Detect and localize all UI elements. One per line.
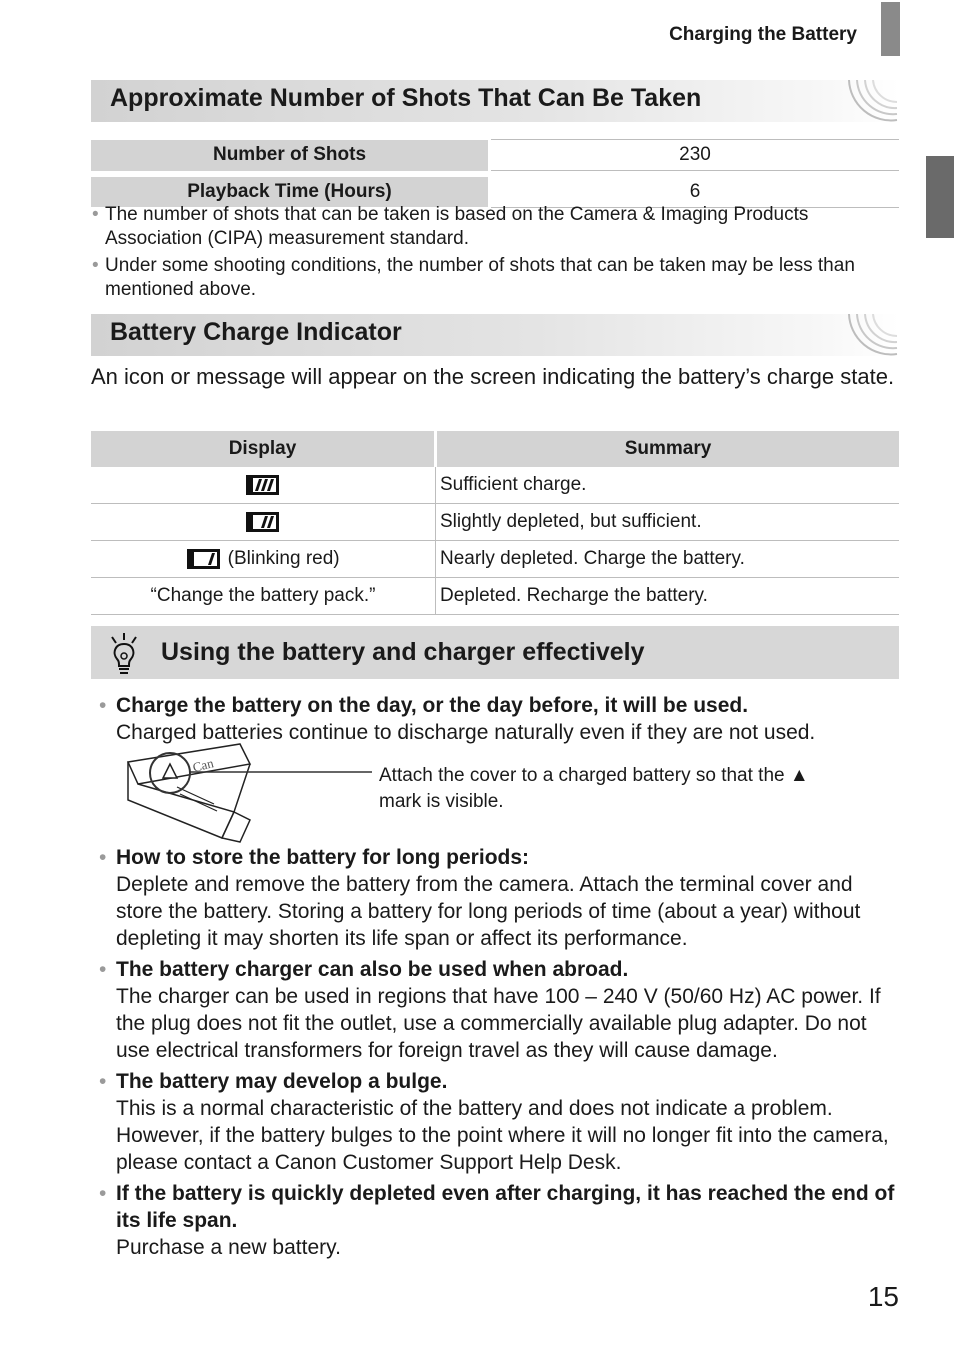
svg-text:Can: Can	[191, 755, 216, 775]
tip-item: • Charge the battery on the day, or the day before, it will be used. Charged batteries continue to discharge naturally even if they are not used.	[99, 692, 899, 746]
lightbulb-icon	[107, 631, 141, 677]
tip-heading: Charge the battery on the day, or the day before, it will be used.	[116, 694, 749, 717]
tip-heading: The battery may develop a bulge.	[116, 1070, 448, 1093]
tip-heading: How to store the battery for long periods:	[116, 846, 530, 869]
tip-item: • The battery may develop a bulge. This is a normal characteristic of the battery and does not indicate a problem. However, if the battery bulges to the point where it will no longer fit into the camera, please contact a Canon Customer Support Help Desk.	[99, 1068, 899, 1176]
column-header: Display	[91, 431, 436, 467]
decorative-arcs-icon	[839, 314, 899, 356]
summary-cell: Nearly depleted. Charge the battery.	[436, 541, 900, 578]
tips-heading	[91, 626, 899, 679]
row-label: Number of Shots	[91, 140, 488, 171]
tips-title: Using the battery and charger effectively	[161, 638, 645, 666]
display-text: (Blinking red)	[227, 548, 340, 569]
section-title: Approximate Number of Shots That Can Be Taken	[110, 84, 702, 112]
shots-table	[91, 139, 899, 208]
note-item: • The number of shots that can be taken is based on the Camera & Imaging Products Association (CIPA) measurement standard.	[92, 204, 809, 249]
display-cell	[91, 504, 436, 541]
tip-body: Deplete and remove the battery from the camera. Attach the terminal cover and store the battery. Storing a battery for long periods of time (about a year) without depleting it may shorten its life span or affect its performance.	[116, 873, 861, 950]
row-value: 230	[491, 140, 899, 171]
battery-full-icon	[245, 474, 281, 496]
table-row	[91, 541, 899, 578]
section-heading-indicator	[91, 314, 899, 356]
running-header: Charging the Battery	[669, 24, 857, 45]
summary-cell: Depleted. Recharge the battery.	[436, 578, 900, 615]
battery-low-icon	[186, 548, 222, 570]
table-row	[91, 467, 899, 504]
table-row	[91, 504, 899, 541]
table-header-row	[91, 431, 899, 467]
illustration-caption: Attach the cover to a charged battery so that the ▲ mark is visible.	[379, 765, 809, 812]
column-header: Summary	[436, 431, 900, 467]
note-item: • Under some shooting conditions, the number of shots that can be taken may be less than mentioned above.	[92, 255, 855, 300]
table-row	[91, 578, 899, 615]
decorative-arcs-icon	[839, 80, 899, 122]
row-label: Playback Time (Hours)	[91, 177, 488, 208]
display-cell	[91, 541, 436, 578]
tip-item: • The battery charger can also be used when abroad. The charger can be used in regions that have 100 – 240 V (50/60 Hz) AC power. If the plug does not fit the outlet, use a commercially available plug adapter. Do not use electrical transformers for foreign travel as they will cause damage.	[99, 956, 899, 1064]
tip-item: • If the battery is quickly depleted even after charging, it has reached the end of its life span. Purchase a new battery.	[99, 1180, 899, 1261]
chapter-side-tab	[926, 156, 954, 238]
page-number: 15	[867, 1281, 899, 1312]
battery-half-icon	[245, 511, 281, 533]
tip-body: This is a normal characteristic of the battery and does not indicate a problem. However, if the battery bulges to the point where it will no longer fit into the camera, please contact a Canon Customer Support Help Desk.	[116, 1097, 889, 1174]
intro-paragraph: An icon or message will appear on the screen indicating the battery’s charge state.	[91, 364, 895, 389]
tip-body: Charged batteries continue to discharge naturally even if they are not used.	[116, 721, 816, 744]
tip-item: • How to store the battery for long periods: Deplete and remove the battery from the camera. Attach the terminal cover and store the battery. Storing a battery for long periods of time (about a year) without depleting it may shorten its life span or affect its performance.	[99, 844, 899, 952]
summary-cell: Sufficient charge.	[436, 467, 900, 504]
table-row	[91, 140, 899, 171]
summary-cell: Slightly depleted, but sufficient.	[436, 504, 900, 541]
section-heading-shots	[91, 80, 899, 122]
row-value: 6	[491, 177, 899, 208]
tip-body: Purchase a new battery.	[116, 1236, 341, 1259]
battery-cover-illustration	[122, 742, 382, 844]
header-marker-bar	[881, 2, 900, 56]
section-title: Battery Charge Indicator	[110, 318, 402, 346]
tip-body: The charger can be used in regions that have 100 – 240 V (50/60 Hz) AC power. If the plug does not fit the outlet, use a commercially available plug adapter. Do not use electrical transformers for foreign travel as they will cause damage.	[116, 985, 881, 1062]
display-cell	[91, 467, 436, 504]
tip-heading: The battery charger can also be used when abroad.	[116, 958, 629, 981]
indicator-table	[91, 431, 899, 615]
display-text: “Change the battery pack.”	[91, 578, 436, 615]
tip-heading: If the battery is quickly depleted even after charging, it has reached the end of its life span.	[116, 1182, 895, 1232]
